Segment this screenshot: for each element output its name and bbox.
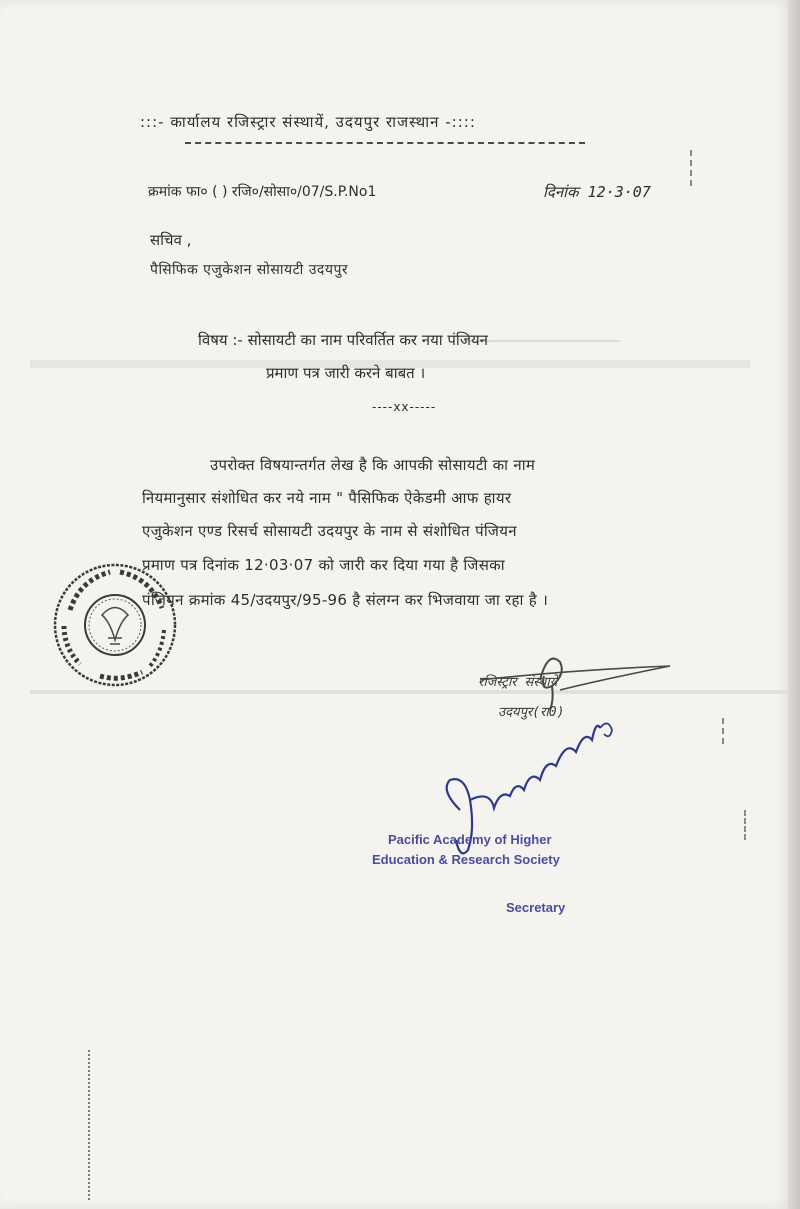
office-seal: [50, 560, 180, 690]
subject-line: प्रमाण पत्र जारी करने बाबत ।: [266, 364, 426, 382]
page-edge: [788, 0, 800, 1209]
addressee: पैसिफिक एजुकेशन सोसायटी उदयपुर: [150, 262, 349, 278]
margin-mark: [744, 810, 746, 840]
office-heading: :::- कार्यालय रजिस्ट्रार संस्थायें, उदयपुर राजस्थान -::::: [140, 113, 476, 131]
salutation: सचिव ,: [150, 231, 192, 249]
registrar-designation: रजिस्ट्रार संस्थायें: [478, 675, 558, 690]
subject: [198, 324, 488, 382]
body-line: नियमानुसार संशोधित कर नये नाम " पैसिफिक ऐकेडमी आफ हायर: [142, 489, 512, 507]
margin-mark: [88, 1050, 90, 1200]
heading-underline: [185, 142, 585, 144]
issue-date: दिनांक 12·3·07: [543, 183, 651, 201]
body-line: पंजियन क्रमांक 45/उदयपुर/95-96 है संलग्न कर भिजवाया जा रहा है ।: [142, 591, 549, 609]
body-line: उपरोक्त विषयान्तर्गत लेख है कि आपकी सोसायटी का नाम: [210, 456, 536, 474]
registrar-location: उदयपुर(रा0): [498, 705, 565, 720]
body-line: प्रमाण पत्र दिनांक 12·03·07 को जारी कर दिया गया है जिसका: [142, 556, 505, 574]
reference-line: [148, 182, 651, 201]
margin-mark: [690, 150, 692, 186]
margin-mark: [722, 718, 724, 744]
stamp-designation: Secretary: [506, 900, 566, 915]
body-line: एजुकेशन एण्ड रिसर्च सोसायटी उदयपुर के नाम से संशोधित पंजियन: [142, 522, 517, 540]
stamp-line: Pacific Academy of Higher: [388, 832, 552, 847]
reference-number: क्रमांक फा० ( ) रजि०/सोसा०/07/S.P.No1: [148, 184, 377, 200]
section-divider: ----xx-----: [372, 400, 437, 414]
subject-line: विषय :- सोसायटी का नाम परिवर्तित कर नया पंजियन: [198, 331, 488, 349]
stamp-line: Education & Research Society: [372, 852, 560, 867]
